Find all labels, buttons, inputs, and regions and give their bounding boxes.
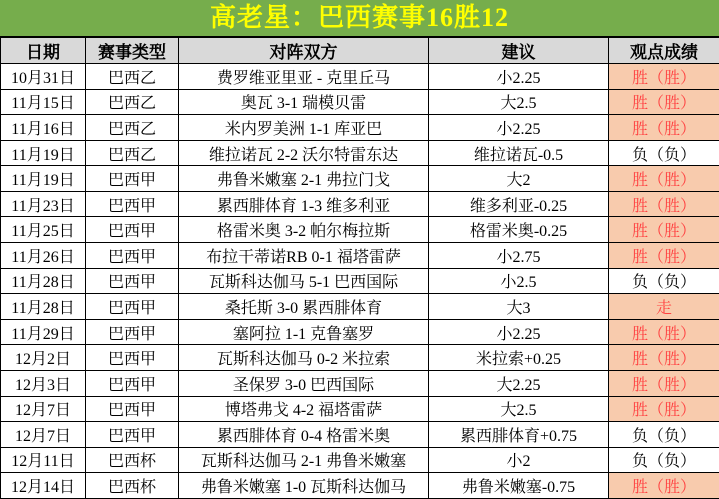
date-cell: 11月29日 <box>1 319 86 345</box>
column-header-suggestion: 建议 <box>429 37 609 64</box>
result-cell: 胜（胜） <box>609 370 719 396</box>
suggestion-cell: 格雷米奥-0.25 <box>429 217 609 243</box>
league-cell: 巴西杯 <box>86 473 179 499</box>
league-cell: 巴西甲 <box>86 243 179 269</box>
match-cell: 费罗维亚里亚 - 克里丘马 <box>179 64 429 90</box>
league-cell: 巴西甲 <box>86 422 179 448</box>
league-cell: 巴西乙 <box>86 64 179 90</box>
result-cell: 胜（胜） <box>609 396 719 422</box>
match-cell: 弗鲁米嫩塞 2-1 弗拉门戈 <box>179 166 429 192</box>
league-cell: 巴西乙 <box>86 140 179 166</box>
column-header-result: 观点成绩 <box>609 37 719 64</box>
result-cell: 胜（胜） <box>609 64 719 90</box>
league-cell: 巴西甲 <box>86 319 179 345</box>
result-cell: 胜（胜） <box>609 191 719 217</box>
match-cell: 累西腓体育 0-4 格雷米奥 <box>179 422 429 448</box>
suggestion-cell: 米拉索+0.25 <box>429 345 609 371</box>
suggestion-cell: 小2.25 <box>429 64 609 90</box>
suggestion-cell: 累西腓体育+0.75 <box>429 422 609 448</box>
table-row <box>1 166 719 192</box>
suggestion-cell: 小2.25 <box>429 115 609 141</box>
column-header-league: 赛事类型 <box>86 37 179 64</box>
date-cell: 11月23日 <box>1 191 86 217</box>
table-header-row <box>1 37 719 64</box>
result-cell: 负（负） <box>609 268 719 294</box>
date-cell: 12月14日 <box>1 473 86 499</box>
table-row <box>1 89 719 115</box>
match-cell: 瓦斯科达伽马 5-1 巴西国际 <box>179 268 429 294</box>
suggestion-cell: 小2.5 <box>429 268 609 294</box>
league-cell: 巴西杯 <box>86 447 179 473</box>
table-row <box>1 319 719 345</box>
match-cell: 圣保罗 3-0 巴西国际 <box>179 370 429 396</box>
page-title: 高老星：巴西赛事16胜12 <box>0 0 719 36</box>
table-row <box>1 294 719 320</box>
table-row <box>1 345 719 371</box>
result-cell: 负（负） <box>609 422 719 448</box>
table-row <box>1 191 719 217</box>
date-cell: 11月28日 <box>1 294 86 320</box>
date-cell: 11月16日 <box>1 115 86 141</box>
league-cell: 巴西甲 <box>86 396 179 422</box>
table-row <box>1 268 719 294</box>
match-cell: 桑托斯 3-0 累西腓体育 <box>179 294 429 320</box>
table-row <box>1 217 719 243</box>
column-header-match: 对阵双方 <box>179 37 429 64</box>
match-cell: 米内罗美洲 1-1 库亚巴 <box>179 115 429 141</box>
result-cell: 走 <box>609 294 719 320</box>
date-cell: 12月7日 <box>1 422 86 448</box>
result-cell: 胜（胜） <box>609 319 719 345</box>
league-cell: 巴西甲 <box>86 294 179 320</box>
date-cell: 12月7日 <box>1 396 86 422</box>
league-cell: 巴西甲 <box>86 268 179 294</box>
date-cell: 12月11日 <box>1 447 86 473</box>
match-cell: 布拉干蒂诺RB 0-1 福塔雷萨 <box>179 243 429 269</box>
league-cell: 巴西甲 <box>86 166 179 192</box>
match-cell: 瓦斯科达伽马 0-2 米拉索 <box>179 345 429 371</box>
date-cell: 11月25日 <box>1 217 86 243</box>
table-body <box>1 64 719 499</box>
league-cell: 巴西甲 <box>86 191 179 217</box>
suggestion-cell: 弗鲁米嫩塞-0.75 <box>429 473 609 499</box>
result-cell: 负（负） <box>609 447 719 473</box>
match-cell: 弗鲁米嫩塞 1-0 瓦斯科达伽马 <box>179 473 429 499</box>
date-cell: 11月19日 <box>1 140 86 166</box>
date-cell: 12月3日 <box>1 370 86 396</box>
table-row <box>1 396 719 422</box>
date-cell: 11月26日 <box>1 243 86 269</box>
league-cell: 巴西甲 <box>86 370 179 396</box>
result-cell: 胜（胜） <box>609 243 719 269</box>
suggestion-cell: 大2.25 <box>429 370 609 396</box>
result-cell: 胜（胜） <box>609 166 719 192</box>
table-row <box>1 473 719 499</box>
match-cell: 奥瓦 3-1 瑞模贝雷 <box>179 89 429 115</box>
result-cell: 胜（胜） <box>609 115 719 141</box>
match-cell: 维拉诺瓦 2-2 沃尔特雷东达 <box>179 140 429 166</box>
result-cell: 胜（胜） <box>609 217 719 243</box>
suggestion-cell: 维拉诺瓦-0.5 <box>429 140 609 166</box>
date-cell: 10月31日 <box>1 64 86 90</box>
suggestion-cell: 维多利亚-0.25 <box>429 191 609 217</box>
date-cell: 11月28日 <box>1 268 86 294</box>
suggestion-cell: 小2.25 <box>429 319 609 345</box>
date-cell: 11月15日 <box>1 89 86 115</box>
table-row <box>1 115 719 141</box>
table-row <box>1 243 719 269</box>
date-cell: 12月2日 <box>1 345 86 371</box>
result-cell: 负（负） <box>609 140 719 166</box>
result-cell: 胜（胜） <box>609 345 719 371</box>
column-header-date: 日期 <box>1 37 86 64</box>
table-row <box>1 140 719 166</box>
suggestion-cell: 小2.75 <box>429 243 609 269</box>
suggestion-cell: 大2.5 <box>429 396 609 422</box>
table-row <box>1 447 719 473</box>
league-cell: 巴西乙 <box>86 115 179 141</box>
league-cell: 巴西甲 <box>86 345 179 371</box>
match-cell: 瓦斯科达伽马 2-1 弗鲁米嫩塞 <box>179 447 429 473</box>
match-cell: 塞阿拉 1-1 克鲁塞罗 <box>179 319 429 345</box>
suggestion-cell: 大2.5 <box>429 89 609 115</box>
table-row <box>1 422 719 448</box>
suggestion-cell: 小2 <box>429 447 609 473</box>
result-cell: 胜（胜） <box>609 89 719 115</box>
league-cell: 巴西乙 <box>86 89 179 115</box>
table-row <box>1 370 719 396</box>
suggestion-cell: 大2 <box>429 166 609 192</box>
match-cell: 格雷米奥 3-2 帕尔梅拉斯 <box>179 217 429 243</box>
date-cell: 11月19日 <box>1 166 86 192</box>
result-cell: 胜（胜） <box>609 473 719 499</box>
predictions-table <box>0 36 719 499</box>
match-cell: 博塔弗戈 4-2 福塔雷萨 <box>179 396 429 422</box>
suggestion-cell: 大3 <box>429 294 609 320</box>
table-row <box>1 64 719 90</box>
match-cell: 累西腓体育 1-3 维多利亚 <box>179 191 429 217</box>
league-cell: 巴西甲 <box>86 217 179 243</box>
